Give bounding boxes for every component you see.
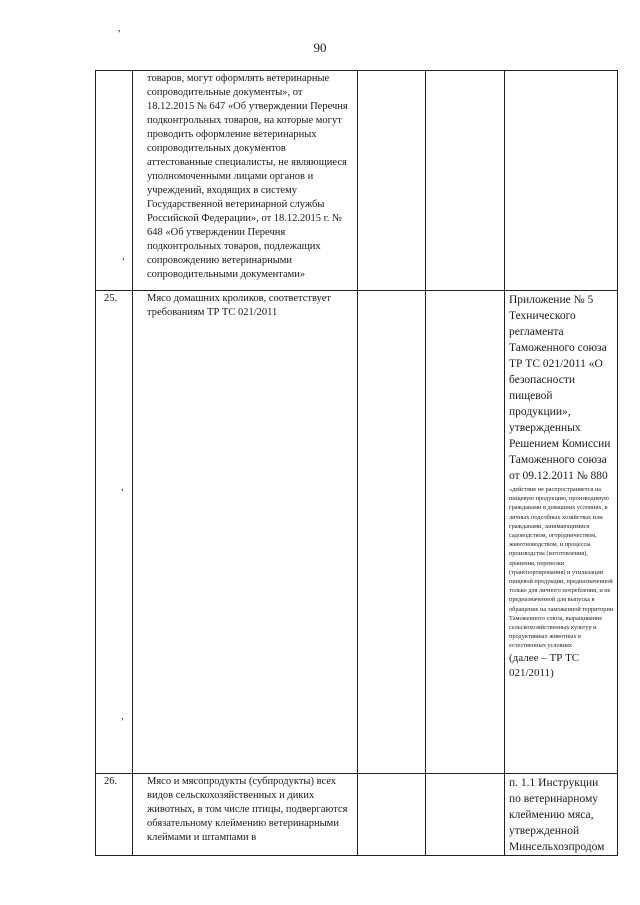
reference-cell (505, 291, 618, 774)
regulation-abbreviation: (далее – ТР ТС 021/2011) (509, 651, 580, 679)
row-description: Мясо и мясопродукты (субпродукты) всех видов сельскохозяйственных и диких животных, в том числе птицы, подвергаются обязательному клеймению ветеринарными клеймами и штампами в (147, 776, 348, 843)
description-cell (133, 774, 358, 856)
scan-artifact-mark: , (121, 710, 124, 722)
table-row (96, 71, 618, 291)
description-cell (133, 291, 358, 774)
row-number: 26. (104, 776, 118, 787)
empty-cell (426, 291, 505, 774)
row-description: Мясо домашних кроликов, соответствует требованиям ТР ТС 021/2011 (147, 293, 331, 318)
empty-cell (426, 71, 505, 291)
table-row (96, 774, 618, 856)
scan-artifact-mark: , (122, 250, 125, 262)
empty-cell (358, 774, 426, 856)
row-description: товаров, могут оформлять ветеринарные сопроводительные документы», от 18.12.2015 № 647 «Об утверждении Перечня подконтрольных товаров, на которые могут проводить оформление ветеринарных сопроводительных документов аттестованные специалисты, не являющиеся уполномоченными лицами органов и учреждений, входящих в систему Государственной ветеринарной службы Российской Федерации», от 18.12.2015 г. № 648 «Об утверждении Перечня подконтрольных товаров, подлежащих сопровождению ветеринарными сопроводительными документами» (147, 73, 348, 280)
page-number: 90 (313, 40, 327, 55)
description-cell (133, 71, 358, 291)
table-row (96, 291, 618, 774)
reference-cell (505, 774, 618, 856)
row-number-cell (96, 774, 133, 856)
scan-artifact-mark: , (121, 481, 124, 493)
scan-artifact-mark: , (118, 22, 121, 34)
regulation-table (95, 70, 618, 856)
row-number: 25. (104, 293, 118, 304)
reference-cell (505, 71, 618, 291)
empty-cell (426, 774, 505, 856)
row-number-cell (96, 71, 133, 291)
empty-cell (358, 71, 426, 291)
regulation-note: «действие не распространяется на пищевую продукцию, производимую гражданами в домашних условиях, в личных подсобных хозяйствах или гражданами, занимающимися садоводством, огородничеством, животноводством, и процессы производства (изготовления), хранения, перевозки (транспортирования) и утилизации пищевой продукции, предназначенной только для личного потребления, и не предназначенной для выпуска в обращение на таможенной территории Таможенного союза, выращивание сельскохозяйственных культур и продуктивных животных в естественных условиях (509, 486, 614, 650)
regulation-reference: п. 1.1 Инструкции по ветеринарному клеймению мяса, утвержденной Минсельхозпродом (509, 777, 605, 853)
empty-cell (358, 291, 426, 774)
regulation-reference: Приложение № 5 Технического регламента Таможенного союза ТР ТС 021/2011 «О безопасности пищевой продукции», утвержденных Решением Комиссии Таможенного союза от 09.12.2011 № 880 (509, 294, 611, 482)
row-number-cell (96, 291, 133, 774)
